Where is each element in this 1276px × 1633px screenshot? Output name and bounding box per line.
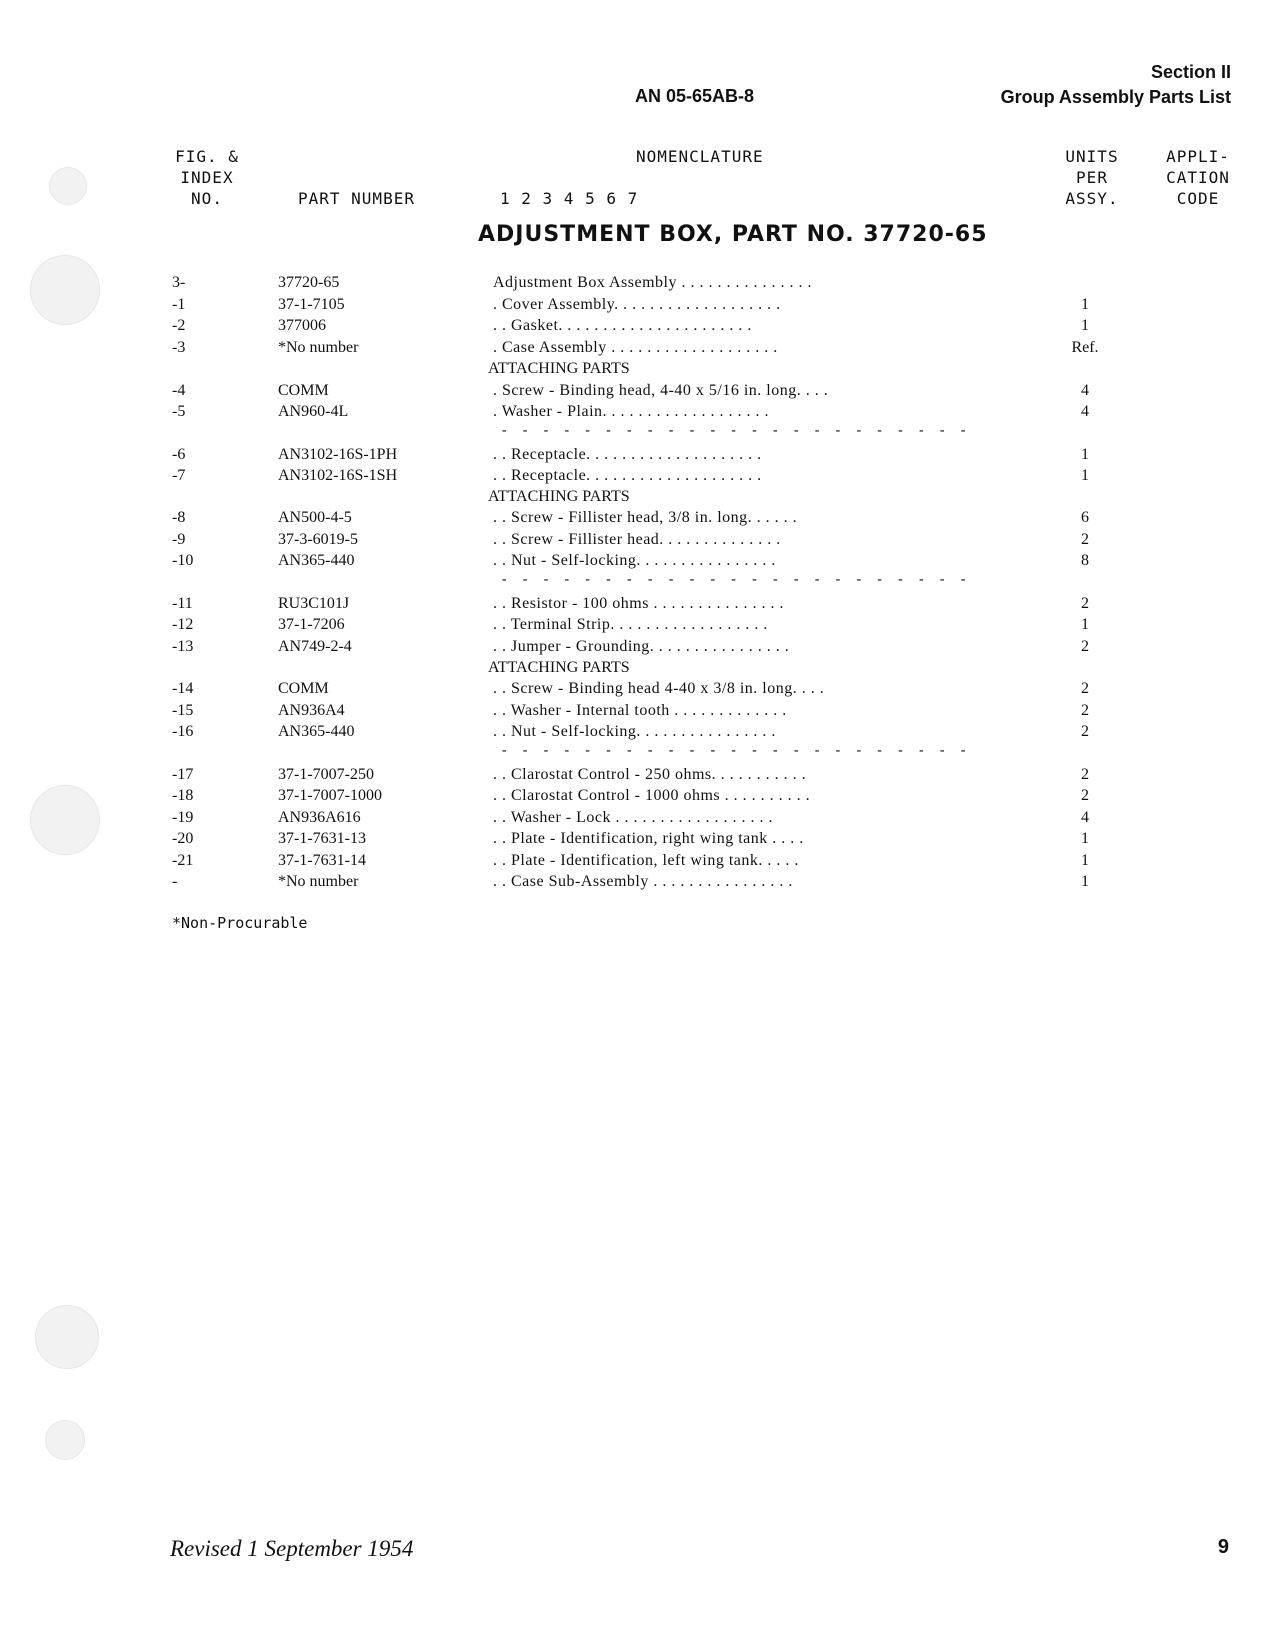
units-cell: 2 [1081, 531, 1089, 548]
index-cell: -19 [172, 809, 194, 826]
index-cell: -1 [172, 296, 186, 313]
table-row [0, 274, 1276, 295]
col-fig-index [172, 146, 242, 209]
part-number-cell: 37-1-7631-14 [278, 852, 366, 869]
nomenclature-cell: . . Clarostat Control - 1000 ohms . . . . . . . . . . [493, 787, 811, 804]
table-row [0, 616, 1276, 637]
index-cell: -6 [172, 446, 186, 463]
units-cell: 2 [1081, 702, 1089, 719]
col-application-line: APPLI- [1166, 147, 1230, 166]
part-number-cell: AN365-440 [278, 723, 355, 740]
index-cell: -17 [172, 766, 194, 783]
table-row [0, 830, 1276, 851]
col-fig-index-line: NO. [191, 189, 223, 208]
part-number-cell: 37-1-7105 [278, 296, 345, 313]
col-units-line: ASSY. [1065, 189, 1119, 208]
table-row [0, 317, 1276, 338]
section-divider: - - - - - - - - - - - - - - - - - - - - - - - [500, 423, 970, 439]
col-fig-index-line: FIG. & [175, 147, 239, 166]
table-row [0, 787, 1276, 808]
table-row [0, 680, 1276, 701]
part-number-cell: AN936A4 [278, 702, 345, 719]
part-number-cell: RU3C101J [278, 595, 350, 612]
nomenclature-cell: . . Nut - Self-locking. . . . . . . . . . . . . . . . [493, 552, 776, 569]
units-cell: 1 [1081, 446, 1089, 463]
section-title: Group Assembly Parts List [1000, 87, 1231, 107]
col-nomenclature: NOMENCLATURE [636, 147, 764, 166]
index-cell: - [172, 873, 178, 890]
table-row [0, 873, 1276, 894]
nomenclature-cell: . . Case Sub-Assembly . . . . . . . . . . . . . . . . [493, 873, 793, 890]
table-row [0, 403, 1276, 424]
index-cell: -14 [172, 680, 194, 697]
index-cell: -2 [172, 317, 186, 334]
nomenclature-cell: Adjustment Box Assembly . . . . . . . . . . . . . . . [493, 274, 812, 291]
section-divider: - - - - - - - - - - - - - - - - - - - - - - - [500, 743, 970, 759]
col-units-per-assy [1055, 146, 1129, 209]
nomenclature-cell: . Washer - Plain. . . . . . . . . . . . . . . . . . . [493, 403, 770, 420]
units-cell: 2 [1081, 766, 1089, 783]
units-cell: 1 [1081, 852, 1089, 869]
table-row [0, 809, 1276, 830]
index-cell: -16 [172, 723, 194, 740]
nomenclature-cell: . . Plate - Identification, right wing tank . . . . [493, 830, 804, 847]
col-fig-index-line: INDEX [180, 168, 234, 187]
col-units-line: UNITS [1065, 147, 1119, 166]
table-row [0, 446, 1276, 467]
units-cell: 2 [1081, 787, 1089, 804]
part-number-cell: 37-1-7631-13 [278, 830, 366, 847]
table-row [0, 595, 1276, 616]
units-cell: 1 [1081, 467, 1089, 484]
index-cell: -7 [172, 467, 186, 484]
table-row [0, 339, 1276, 360]
table-row [0, 531, 1276, 552]
part-number-cell: *No number [278, 873, 359, 890]
part-number-cell: AN749-2-4 [278, 638, 352, 655]
part-number-cell: AN500-4-5 [278, 509, 352, 526]
assembly-title: ADJUSTMENT BOX, PART NO. 37720-65 [478, 222, 988, 247]
nomenclature-cell: . . Receptacle. . . . . . . . . . . . . . . . . . . . [493, 467, 762, 484]
part-number-cell: 377006 [278, 317, 326, 334]
index-cell: -3 [172, 339, 186, 356]
punch-hole [45, 1420, 85, 1460]
part-number-cell: AN3102-16S-1SH [278, 467, 398, 484]
attaching-parts-label: ATTACHING PARTS [488, 659, 630, 676]
nomenclature-cell: . . Clarostat Control - 250 ohms. . . . . . . . . . . [493, 766, 807, 783]
part-number-cell: 37-3-6019-5 [278, 531, 358, 548]
nomenclature-cell: . Case Assembly . . . . . . . . . . . . . . . . . . . [493, 339, 778, 356]
units-cell: 6 [1081, 509, 1089, 526]
attaching-parts-label: ATTACHING PARTS [488, 488, 630, 505]
index-cell: -21 [172, 852, 194, 869]
part-number-cell: 37720-65 [278, 274, 340, 291]
table-row [0, 467, 1276, 488]
part-number-cell: 37-1-7206 [278, 616, 345, 633]
table-row [0, 296, 1276, 317]
units-cell: 2 [1081, 680, 1089, 697]
nomenclature-cell: . . Screw - Fillister head, 3/8 in. long. . . . . . [493, 509, 798, 526]
table-row [0, 509, 1276, 530]
nomenclature-cell: . Screw - Binding head, 4-40 x 5/16 in. long. . . . [493, 382, 829, 399]
index-cell: -18 [172, 787, 194, 804]
part-number-cell: 37-1-7007-250 [278, 766, 374, 783]
index-cell: -11 [172, 595, 193, 612]
index-cell: -20 [172, 830, 194, 847]
index-cell: -4 [172, 382, 186, 399]
part-number-cell: AN365-440 [278, 552, 355, 569]
index-cell: 3- [172, 274, 186, 291]
table-row [0, 638, 1276, 659]
units-cell: 4 [1081, 809, 1089, 826]
units-cell: 2 [1081, 638, 1089, 655]
table-row [0, 766, 1276, 787]
nomenclature-cell: . . Screw - Binding head 4-40 x 3/8 in. long. . . . [493, 680, 825, 697]
index-cell: -9 [172, 531, 186, 548]
units-cell: 2 [1081, 595, 1089, 612]
table-row [0, 852, 1276, 873]
part-number-cell: 37-1-7007-1000 [278, 787, 382, 804]
units-cell: 8 [1081, 552, 1089, 569]
nomenclature-cell: . . Terminal Strip. . . . . . . . . . . . . . . . . . [493, 616, 768, 633]
units-cell: 1 [1081, 873, 1089, 890]
col-units-line: PER [1076, 168, 1108, 187]
nomenclature-cell: . . Receptacle. . . . . . . . . . . . . . . . . . . . [493, 446, 762, 463]
nomenclature-cell: . . Jumper - Grounding. . . . . . . . . . . . . . . . [493, 638, 790, 655]
col-application-line: CATION [1166, 168, 1230, 187]
nomenclature-cell: . . Screw - Fillister head. . . . . . . . . . . . . . [493, 531, 781, 548]
col-application-code [1158, 146, 1238, 209]
part-number-cell: *No number [278, 339, 359, 356]
nomenclature-cell: . . Plate - Identification, left wing tank. . . . . [493, 852, 799, 869]
units-cell: 1 [1081, 317, 1089, 334]
units-cell: 1 [1081, 616, 1089, 633]
table-row [0, 702, 1276, 723]
index-cell: -13 [172, 638, 194, 655]
units-cell: 4 [1081, 382, 1089, 399]
table-row [0, 382, 1276, 403]
units-cell: Ref. [1071, 339, 1099, 356]
nomenclature-cell: . . Nut - Self-locking. . . . . . . . . . . . . . . . [493, 723, 776, 740]
index-cell: -12 [172, 616, 194, 633]
index-cell: -8 [172, 509, 186, 526]
table-row [0, 552, 1276, 573]
punch-hole [35, 1305, 99, 1369]
section-number: Section II [1150, 62, 1231, 82]
units-cell: 4 [1081, 403, 1089, 420]
punch-hole [49, 167, 87, 205]
nomenclature-cell: . . Gasket. . . . . . . . . . . . . . . . . . . . . . [493, 317, 752, 334]
attaching-parts-label: ATTACHING PARTS [488, 360, 630, 377]
part-number-cell: COMM [278, 382, 329, 399]
index-cell: -15 [172, 702, 194, 719]
document-number: AN 05-65AB-8 [635, 86, 755, 106]
part-number-cell: AN960-4L [278, 403, 349, 420]
units-cell: 2 [1081, 723, 1089, 740]
part-number-cell: COMM [278, 680, 329, 697]
index-cell: -10 [172, 552, 194, 569]
col-application-line: CODE [1176, 189, 1220, 208]
part-number-cell: AN3102-16S-1PH [278, 446, 398, 463]
nomenclature-cell: . . Resistor - 100 ohms . . . . . . . . . . . . . . . [493, 595, 784, 612]
footnote: *Non-Procurable [172, 914, 308, 932]
nomenclature-cell: . . Washer - Lock . . . . . . . . . . . . . . . . . . [493, 809, 773, 826]
table-row [0, 723, 1276, 744]
nomenclature-cell: . Cover Assembly. . . . . . . . . . . . . . . . . . . [493, 296, 781, 313]
section-divider: - - - - - - - - - - - - - - - - - - - - - - - [500, 572, 970, 588]
units-cell: 1 [1081, 830, 1089, 847]
nomenclature-cell: . . Washer - Internal tooth . . . . . . . . . . . . . [493, 702, 787, 719]
col-part-number: PART NUMBER [298, 189, 415, 208]
units-cell: 1 [1081, 296, 1089, 313]
section-header [1001, 60, 1231, 110]
revision-date: Revised 1 September 1954 [170, 1536, 414, 1561]
part-number-cell: AN936A616 [278, 809, 361, 826]
page-number: 9 [1217, 1536, 1229, 1558]
col-indent-levels: 1 2 3 4 5 6 7 [500, 189, 639, 208]
index-cell: -5 [172, 403, 186, 420]
